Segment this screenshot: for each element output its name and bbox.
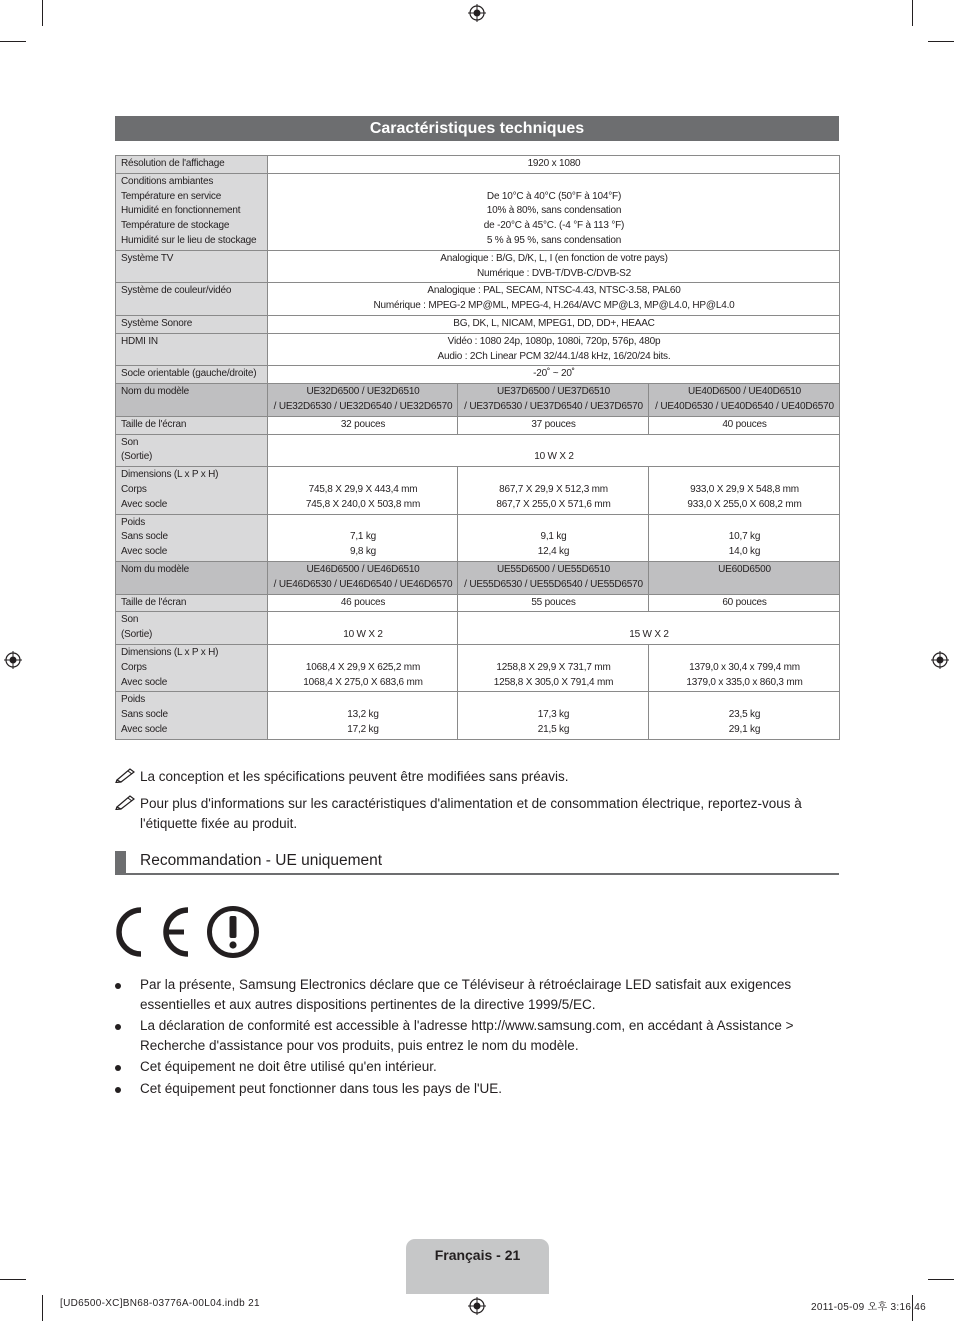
registration-mark-icon (4, 651, 22, 669)
table-row (116, 644, 840, 691)
crop-mark (42, 1295, 43, 1321)
row-value: De 10°C à 40°C (50°F à 104°F) 10% à 80%, sans condensation de -20°C à 45°C. (-4 °F à 113 °F) 5 % à 95 %, sans condensation (268, 173, 840, 250)
sound-cell: 10 W X 2 (268, 434, 840, 467)
row-label: Son (Sortie) (116, 612, 268, 645)
screen-size-cell: 40 pouces (649, 416, 840, 434)
recommendation-heading (115, 848, 839, 875)
sound-cell: 10 W X 2 (268, 612, 458, 645)
weight-cell: 17,3 kg 21,5 kg (458, 692, 649, 739)
model-cell: UE37D6500 / UE37D6510 / UE37D6530 / UE37D6540 / UE37D6570 (458, 384, 649, 417)
ce-mark-icon (119, 910, 188, 954)
compliance-list (115, 975, 839, 1100)
list-item: Par la présente, Samsung Electronics déclare que ce Téléviseur à rétroéclairage LED satisfait aux exigences essentielles et aux autres dispositions pertinentes de la directive 1999/5/EC. (115, 975, 839, 1014)
dimensions-cell: 867,7 X 29,9 X 512,3 mm 867,7 X 255,0 X 571,6 mm (458, 467, 649, 514)
section-title: Caractéristiques techniques (115, 116, 839, 141)
table-row (116, 333, 840, 366)
row-value: BG, DK, L, NICAM, MPEG1, DD, DD+, HEAAC (268, 315, 840, 333)
row-value: Analogique : B/G, D/K, L, I (en fonction de votre pays) Numérique : DVB-T/DVB-C/DVB-S2 (268, 250, 840, 283)
list-item: Cet équipement ne doit être utilisé qu'en intérieur. (115, 1057, 839, 1077)
crop-mark (912, 0, 913, 26)
weight-cell: 7,1 kg 9,8 kg (268, 514, 458, 561)
row-value: Vidéo : 1080 24p, 1080p, 1080i, 720p, 576p, 480p Audio : 2Ch Linear PCM 32/44.1/48 kHz, 16/20/24 bits. (268, 333, 840, 366)
row-label: Dimensions (L x P x H) Corps Avec socle (116, 644, 268, 691)
table-row (116, 315, 840, 333)
screen-size-cell: 46 pouces (268, 594, 458, 612)
dimensions-cell: 1379,0 x 30,4 x 799,4 mm 1379,0 x 335,0 x 860,3 mm (649, 644, 840, 691)
model-cell: UE32D6500 / UE32D6510 / UE32D6530 / UE32D6540 / UE32D6570 (268, 384, 458, 417)
model-cell: UE55D6500 / UE55D6510 / UE55D6530 / UE55D6540 / UE55D6570 (458, 561, 649, 594)
screen-size-cell: 60 pouces (649, 594, 840, 612)
table-row (116, 416, 840, 434)
model-row (116, 384, 840, 417)
table-row (116, 612, 840, 645)
registration-mark-icon (931, 651, 949, 669)
row-label: Système de couleur/vidéo (116, 283, 268, 316)
table-row (116, 366, 840, 384)
table-row (116, 250, 840, 283)
table-row (116, 156, 840, 174)
dimensions-cell: 1258,8 X 29,9 X 731,7 mm 1258,8 X 305,0 X 791,4 mm (458, 644, 649, 691)
table-row (116, 514, 840, 561)
heading-marker (115, 851, 126, 873)
imprint-file: [UD6500-XC]BN68-03776A-00L04.indb 21 (60, 1298, 260, 1309)
weight-cell: 10,7 kg 14,0 kg (649, 514, 840, 561)
screen-size-cell: 32 pouces (268, 416, 458, 434)
model-row (116, 561, 840, 594)
bullet-icon (115, 1065, 121, 1071)
row-value: 1920 x 1080 (268, 156, 840, 174)
weight-cell: 23,5 kg 29,1 kg (649, 692, 840, 739)
row-label: Dimensions (L x P x H) Corps Avec socle (116, 467, 268, 514)
row-label: Nom du modèle (116, 561, 268, 594)
row-label: Nom du modèle (116, 384, 268, 417)
row-value: -20˚ ~ 20˚ (268, 366, 840, 384)
sound-cell: 15 W X 2 (458, 612, 840, 645)
bullet-icon (115, 1087, 121, 1093)
dimensions-cell: 1068,4 X 29,9 X 625,2 mm 1068,4 X 275,0 X 683,6 mm (268, 644, 458, 691)
row-label: Système Sonore (116, 315, 268, 333)
row-value: Analogique : PAL, SECAM, NTSC-4.43, NTSC-3.58, PAL60 Numérique : MPEG-2 MP@ML, MPEG-4, H.264/AVC MP@L3, MP@L4.0, HP@L4.0 (268, 283, 840, 316)
note: La conception et les spécifications peuvent être modifiées sans préavis. (115, 767, 839, 787)
registration-mark-icon (468, 4, 486, 22)
row-label: Conditions ambiantes Température en service Humidité en fonctionnement Température de stockage Humidité sur le lieu de stockage (116, 173, 268, 250)
table-row (116, 692, 840, 739)
row-label: Son (Sortie) (116, 434, 268, 467)
screen-size-cell: 37 pouces (458, 416, 649, 434)
compliance-marks (115, 905, 265, 959)
dimensions-cell: 745,8 X 29,9 X 443,4 mm 745,8 X 240,0 X 503,8 mm (268, 467, 458, 514)
row-label: Taille de l'écran (116, 594, 268, 612)
table-row (116, 434, 840, 467)
bullet-icon (115, 983, 121, 989)
note-pencil-icon (115, 767, 137, 783)
model-cell: UE40D6500 / UE40D6510 / UE40D6530 / UE40D6540 / UE40D6570 (649, 384, 840, 417)
weight-cell: 13,2 kg 17,2 kg (268, 692, 458, 739)
crop-mark (0, 1279, 26, 1280)
row-label: HDMI IN (116, 333, 268, 366)
imprint-date: 2011-05-09 오후 3:16:46 (811, 1302, 926, 1313)
row-label: Résolution de l'affichage (116, 156, 268, 174)
list-item: La déclaration de conformité est accessible à l'adresse http://www.samsung.com, en accédant à Assistance > Recherche d'assistance pour vos produits, puis entrez le nom du modèle. (115, 1016, 839, 1055)
specs-table (115, 155, 840, 740)
model-cell: UE60D6500 (649, 561, 840, 594)
row-label: Système TV (116, 250, 268, 283)
row-label: Taille de l'écran (116, 416, 268, 434)
dimensions-cell: 933,0 X 29,9 X 548,8 mm 933,0 X 255,0 X 608,2 mm (649, 467, 840, 514)
page-number-tab: Français - 21 (406, 1239, 549, 1294)
registration-mark-icon (468, 1297, 486, 1315)
row-label: Poids Sans socle Avec socle (116, 514, 268, 561)
alert-mark-icon (210, 909, 257, 956)
note: Pour plus d'informations sur les caractéristiques d'alimentation et de consommation électrique, reportez-vous à l'étiquette fixée au produit. (115, 794, 839, 833)
list-item: Cet équipement peut fonctionner dans tous les pays de l'UE. (115, 1079, 839, 1099)
recommendation-title: Recommandation - UE uniquement (140, 852, 383, 869)
table-row (116, 594, 840, 612)
screen-size-cell: 55 pouces (458, 594, 649, 612)
crop-mark (928, 1279, 954, 1280)
crop-mark (928, 41, 954, 42)
model-cell: UE46D6500 / UE46D6510 / UE46D6530 / UE46D6540 / UE46D6570 (268, 561, 458, 594)
crop-mark (0, 41, 26, 42)
row-label: Poids Sans socle Avec socle (116, 692, 268, 739)
bullet-icon (115, 1024, 121, 1030)
table-row (116, 467, 840, 514)
weight-cell: 9,1 kg 12,4 kg (458, 514, 649, 561)
table-row (116, 283, 840, 316)
row-label: Socle orientable (gauche/droite) (116, 366, 268, 384)
table-row (116, 173, 840, 250)
crop-mark (42, 0, 43, 26)
note-pencil-icon (115, 794, 137, 810)
